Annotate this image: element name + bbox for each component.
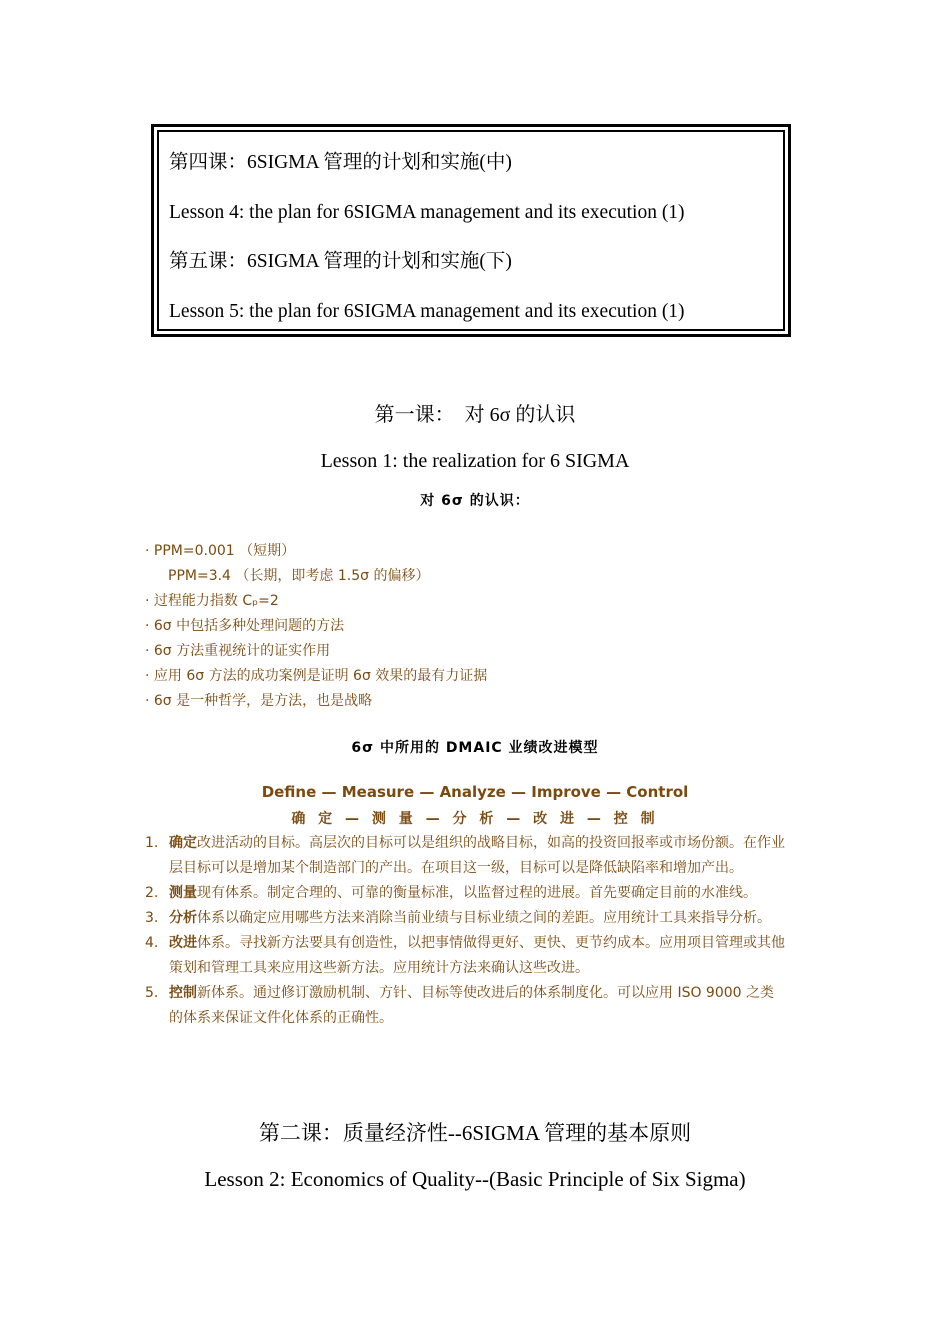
- step-text: [169, 981, 785, 1031]
- dmaic-heading: 6σ 中所用的 DMAIC 业绩改进模型: [351, 740, 599, 756]
- step-number: 2.: [145, 885, 159, 901]
- step-keyword: 控制: [169, 985, 197, 1001]
- step-text: [169, 906, 785, 931]
- step-keyword: 确定: [169, 835, 197, 851]
- step-number: 4.: [145, 935, 159, 951]
- lessons-box: [151, 124, 791, 337]
- step-description: 现有体系。制定合理的、可靠的衡量标准，以监督过程的进展。首先要确定目前的水准线。: [197, 885, 757, 901]
- list-item: · 应用 6σ 方法的成功案例是证明 6σ 效果的最有力证据: [145, 668, 488, 684]
- list-item: · 6σ 是一种哲学，是方法，也是战略: [145, 693, 373, 709]
- step-item: [145, 881, 785, 906]
- list-item: · 6σ 方法重视统计的证实作用: [145, 643, 331, 659]
- step-keyword: 改进: [169, 935, 197, 951]
- lesson2-en-title: Lesson 2: Economics of Quality--(Basic Principle of Six Sigma): [204, 1167, 746, 1191]
- step-item: [145, 931, 785, 981]
- step-description: 改进活动的目标。高层次的目标可以是组织的战略目标，如高的投资回报率或市场份额。在作业层目标可以是增加某个制造部门的产出。在项目这一级，目标可以是降低缺陷率和增加产出。: [169, 835, 785, 876]
- lesson1-subheading: 对 6σ 的认识：: [420, 493, 530, 509]
- list-item: · 过程能力指数 Cₚ=2: [145, 593, 279, 609]
- step-description: 新体系。通过修订激励机制、方针、目标等使改进后的体系制度化。可以应用 ISO 9000 之类的体系来保证文件化体系的正确性。: [169, 985, 775, 1026]
- step-number: 1.: [145, 835, 159, 851]
- list-item: · PPM=0.001 （短期）: [145, 543, 296, 559]
- step-item: [145, 981, 785, 1031]
- step-keyword: 分析: [169, 910, 197, 926]
- step-number: 3.: [145, 910, 159, 926]
- step-text: [169, 831, 785, 881]
- step-text: [169, 881, 785, 906]
- list-item: PPM=3.4 （长期，即考虑 1.5σ 的偏移）: [168, 568, 430, 584]
- lesson1-en-title: Lesson 1: the realization for 6 SIGMA: [320, 450, 630, 472]
- lesson5-en-title: Lesson 5: the plan for 6SIGMA management and its execution (1): [169, 300, 685, 322]
- list-item: · 6σ 中包括多种处理问题的方法: [145, 618, 345, 634]
- lessons-box-inner: [157, 130, 785, 331]
- step-description: 体系以确定应用哪些方法来消除当前业绩与目标业绩之间的差距。应用统计工具来指导分析。: [197, 910, 771, 926]
- step-item: [145, 906, 785, 931]
- dmaic-chinese: 确 定 — 测 量 — 分 析 — 改 进 — 控 制: [291, 811, 659, 827]
- lesson2-cn-title: 第二课：质量经济性--6SIGMA 管理的基本原则: [258, 1121, 692, 1145]
- step-number: 5.: [145, 985, 159, 1001]
- step-text: [169, 931, 785, 981]
- step-description: 体系。寻找新方法要具有创造性，以把事情做得更好、更快、更节约成本。应用项目管理或其他策划和管理工具来应用这些新方法。应用统计方法来确认这些改进。: [169, 935, 785, 976]
- dmaic-steps: [145, 831, 785, 1031]
- step-item: [145, 831, 785, 881]
- lesson5-cn-title: 第五课：6SIGMA 管理的计划和实施(下): [169, 251, 512, 272]
- step-keyword: 测量: [169, 885, 197, 901]
- lesson4-en-title: Lesson 4: the plan for 6SIGMA management and its execution (1): [169, 201, 685, 223]
- dmaic-english: Define — Measure — Analyze — Improve — Control: [261, 783, 689, 801]
- lesson4-cn-title: 第四课：6SIGMA 管理的计划和实施(中): [169, 152, 512, 173]
- lesson1-cn-title: 第一课： 对 6σ 的认识: [374, 404, 576, 426]
- bullet-list: [145, 539, 487, 714]
